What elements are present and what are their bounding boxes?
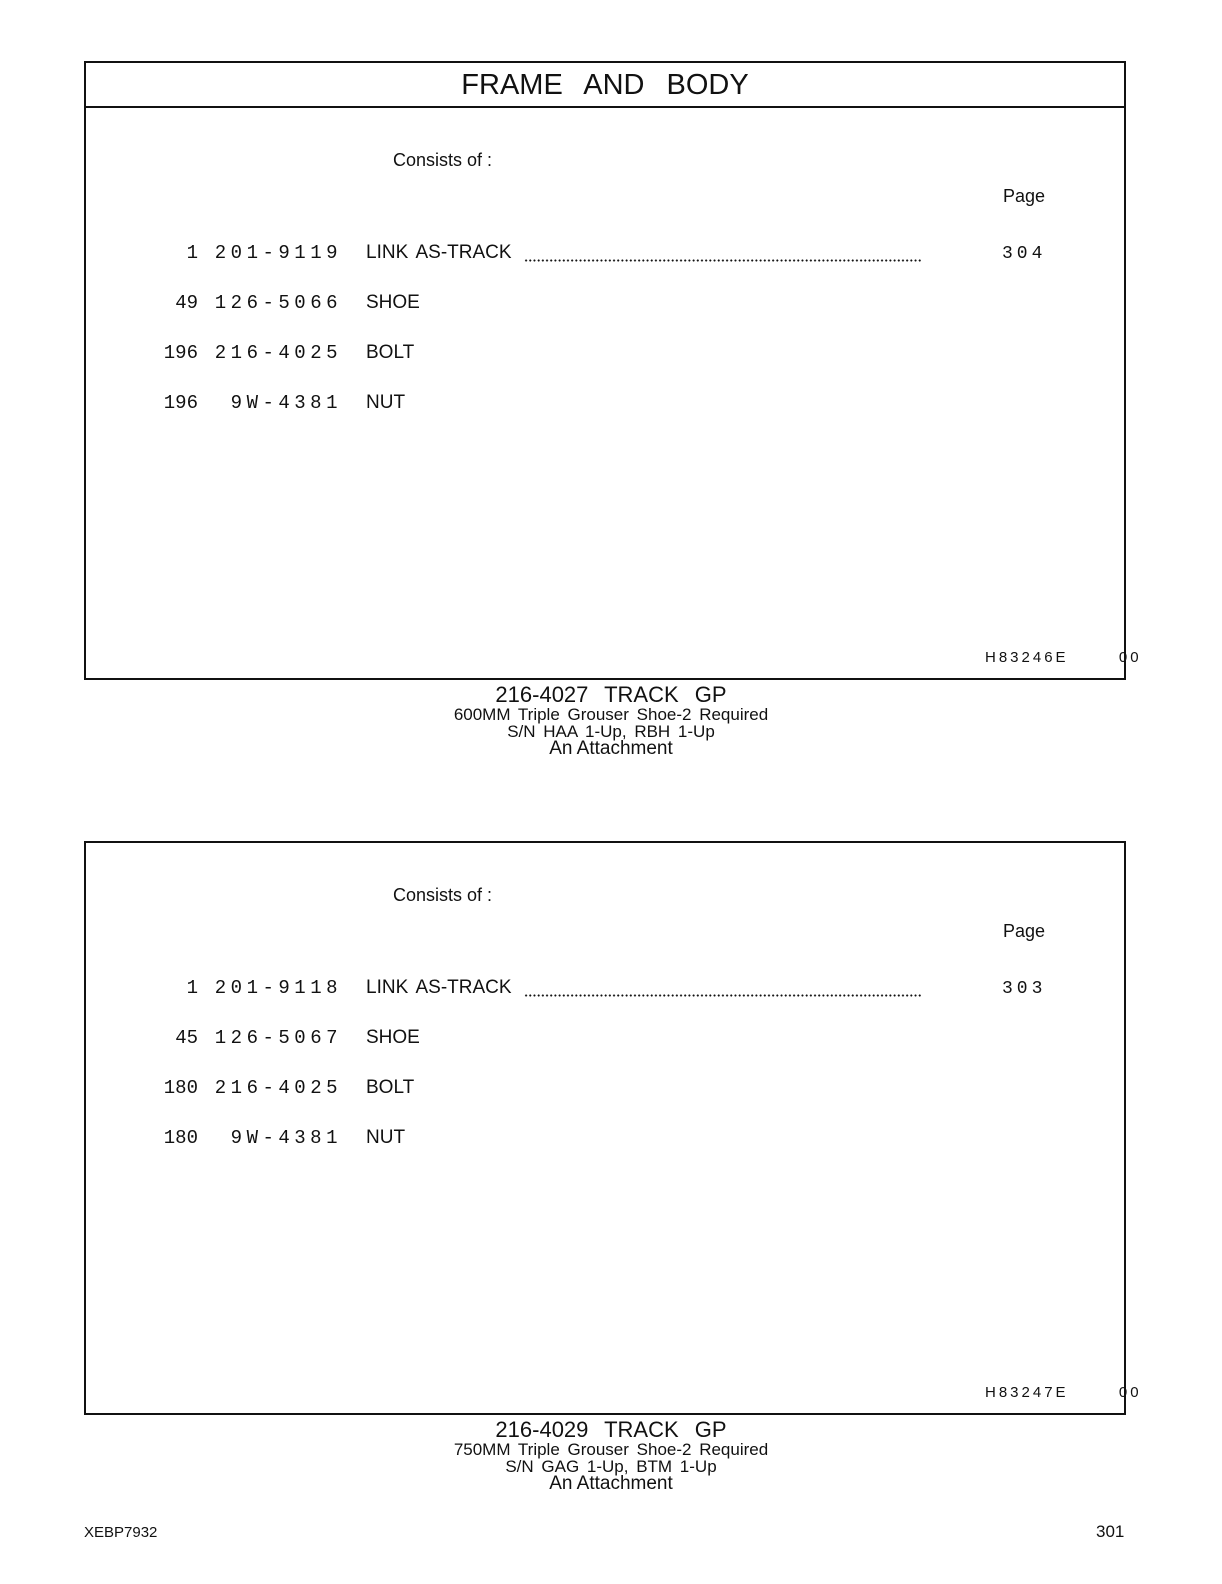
- document-code: XEBP7932: [84, 1524, 158, 1541]
- part-name: NUT: [366, 392, 406, 413]
- attachment-note: An Attachment: [549, 1473, 673, 1494]
- serial-number-range: S/N HAA 1-Up, RBH 1-Up: [507, 722, 715, 741]
- parts-list: [86, 843, 1142, 1413]
- part-number: 126-5067: [214, 1027, 342, 1049]
- parts-list: [86, 108, 1142, 678]
- dot-leader: [524, 994, 922, 997]
- part-row: [86, 292, 1124, 322]
- consists-of-label: Consists of :: [393, 150, 493, 170]
- group-caption: [306, 1419, 916, 1493]
- part-number: 9W-4381: [230, 392, 342, 414]
- part-row: [86, 977, 1124, 1007]
- group-description: 750MM Triple Grouser Shoe-2 Required: [453, 1440, 769, 1459]
- part-row: [86, 242, 1124, 272]
- part-name: LINK AS-TRACK: [366, 242, 512, 263]
- part-qty: 45: [175, 1027, 198, 1049]
- part-name: BOLT: [366, 1077, 415, 1098]
- parts-group-panel: [84, 61, 1142, 680]
- part-qty: 180: [163, 1127, 198, 1149]
- part-row: [86, 1127, 1124, 1157]
- group-caption: [306, 684, 916, 758]
- part-qty: 1: [186, 242, 198, 264]
- page-column-label: Page: [1003, 921, 1046, 941]
- part-qty: 180: [163, 1077, 198, 1099]
- illustration-code: H83246E 00: [985, 649, 1142, 666]
- illustration-code: H83247E 00: [985, 1384, 1142, 1401]
- page-column-label: Page: [1003, 186, 1046, 206]
- part-qty: 196: [163, 342, 198, 364]
- serial-number-range: S/N GAG 1-Up, BTM 1-Up: [505, 1457, 717, 1476]
- parts-group-panel: [84, 841, 1142, 1415]
- part-number: 216-4025: [214, 1077, 342, 1099]
- page-title: FRAME AND BODY: [86, 63, 1124, 108]
- part-row: [86, 1027, 1124, 1057]
- part-row: [86, 342, 1124, 372]
- page-number: 301: [1096, 1522, 1125, 1541]
- part-row: [86, 1077, 1124, 1107]
- group-title: 216-4027 TRACK GP: [495, 682, 727, 707]
- dot-leader: [524, 259, 922, 262]
- part-qty: 1: [186, 977, 198, 999]
- part-number: 201-9119: [214, 242, 342, 264]
- part-page-ref: 303: [1002, 979, 1047, 999]
- part-name: BOLT: [366, 342, 415, 363]
- part-name: SHOE: [366, 292, 420, 313]
- part-name: LINK AS-TRACK: [366, 977, 512, 998]
- part-number: 126-5066: [214, 292, 342, 314]
- part-page-ref: 304: [1002, 244, 1047, 264]
- part-name: SHOE: [366, 1027, 420, 1048]
- part-qty: 196: [163, 392, 198, 414]
- group-description: 600MM Triple Grouser Shoe-2 Required: [453, 705, 769, 724]
- part-number: 201-9118: [214, 977, 342, 999]
- group-title: 216-4029 TRACK GP: [495, 1417, 727, 1442]
- part-number: 9W-4381: [230, 1127, 342, 1149]
- part-name: NUT: [366, 1127, 406, 1148]
- attachment-note: An Attachment: [549, 738, 673, 759]
- part-number: 216-4025: [214, 342, 342, 364]
- consists-of-label: Consists of :: [393, 885, 493, 905]
- part-qty: 49: [175, 292, 198, 314]
- part-row: [86, 392, 1124, 422]
